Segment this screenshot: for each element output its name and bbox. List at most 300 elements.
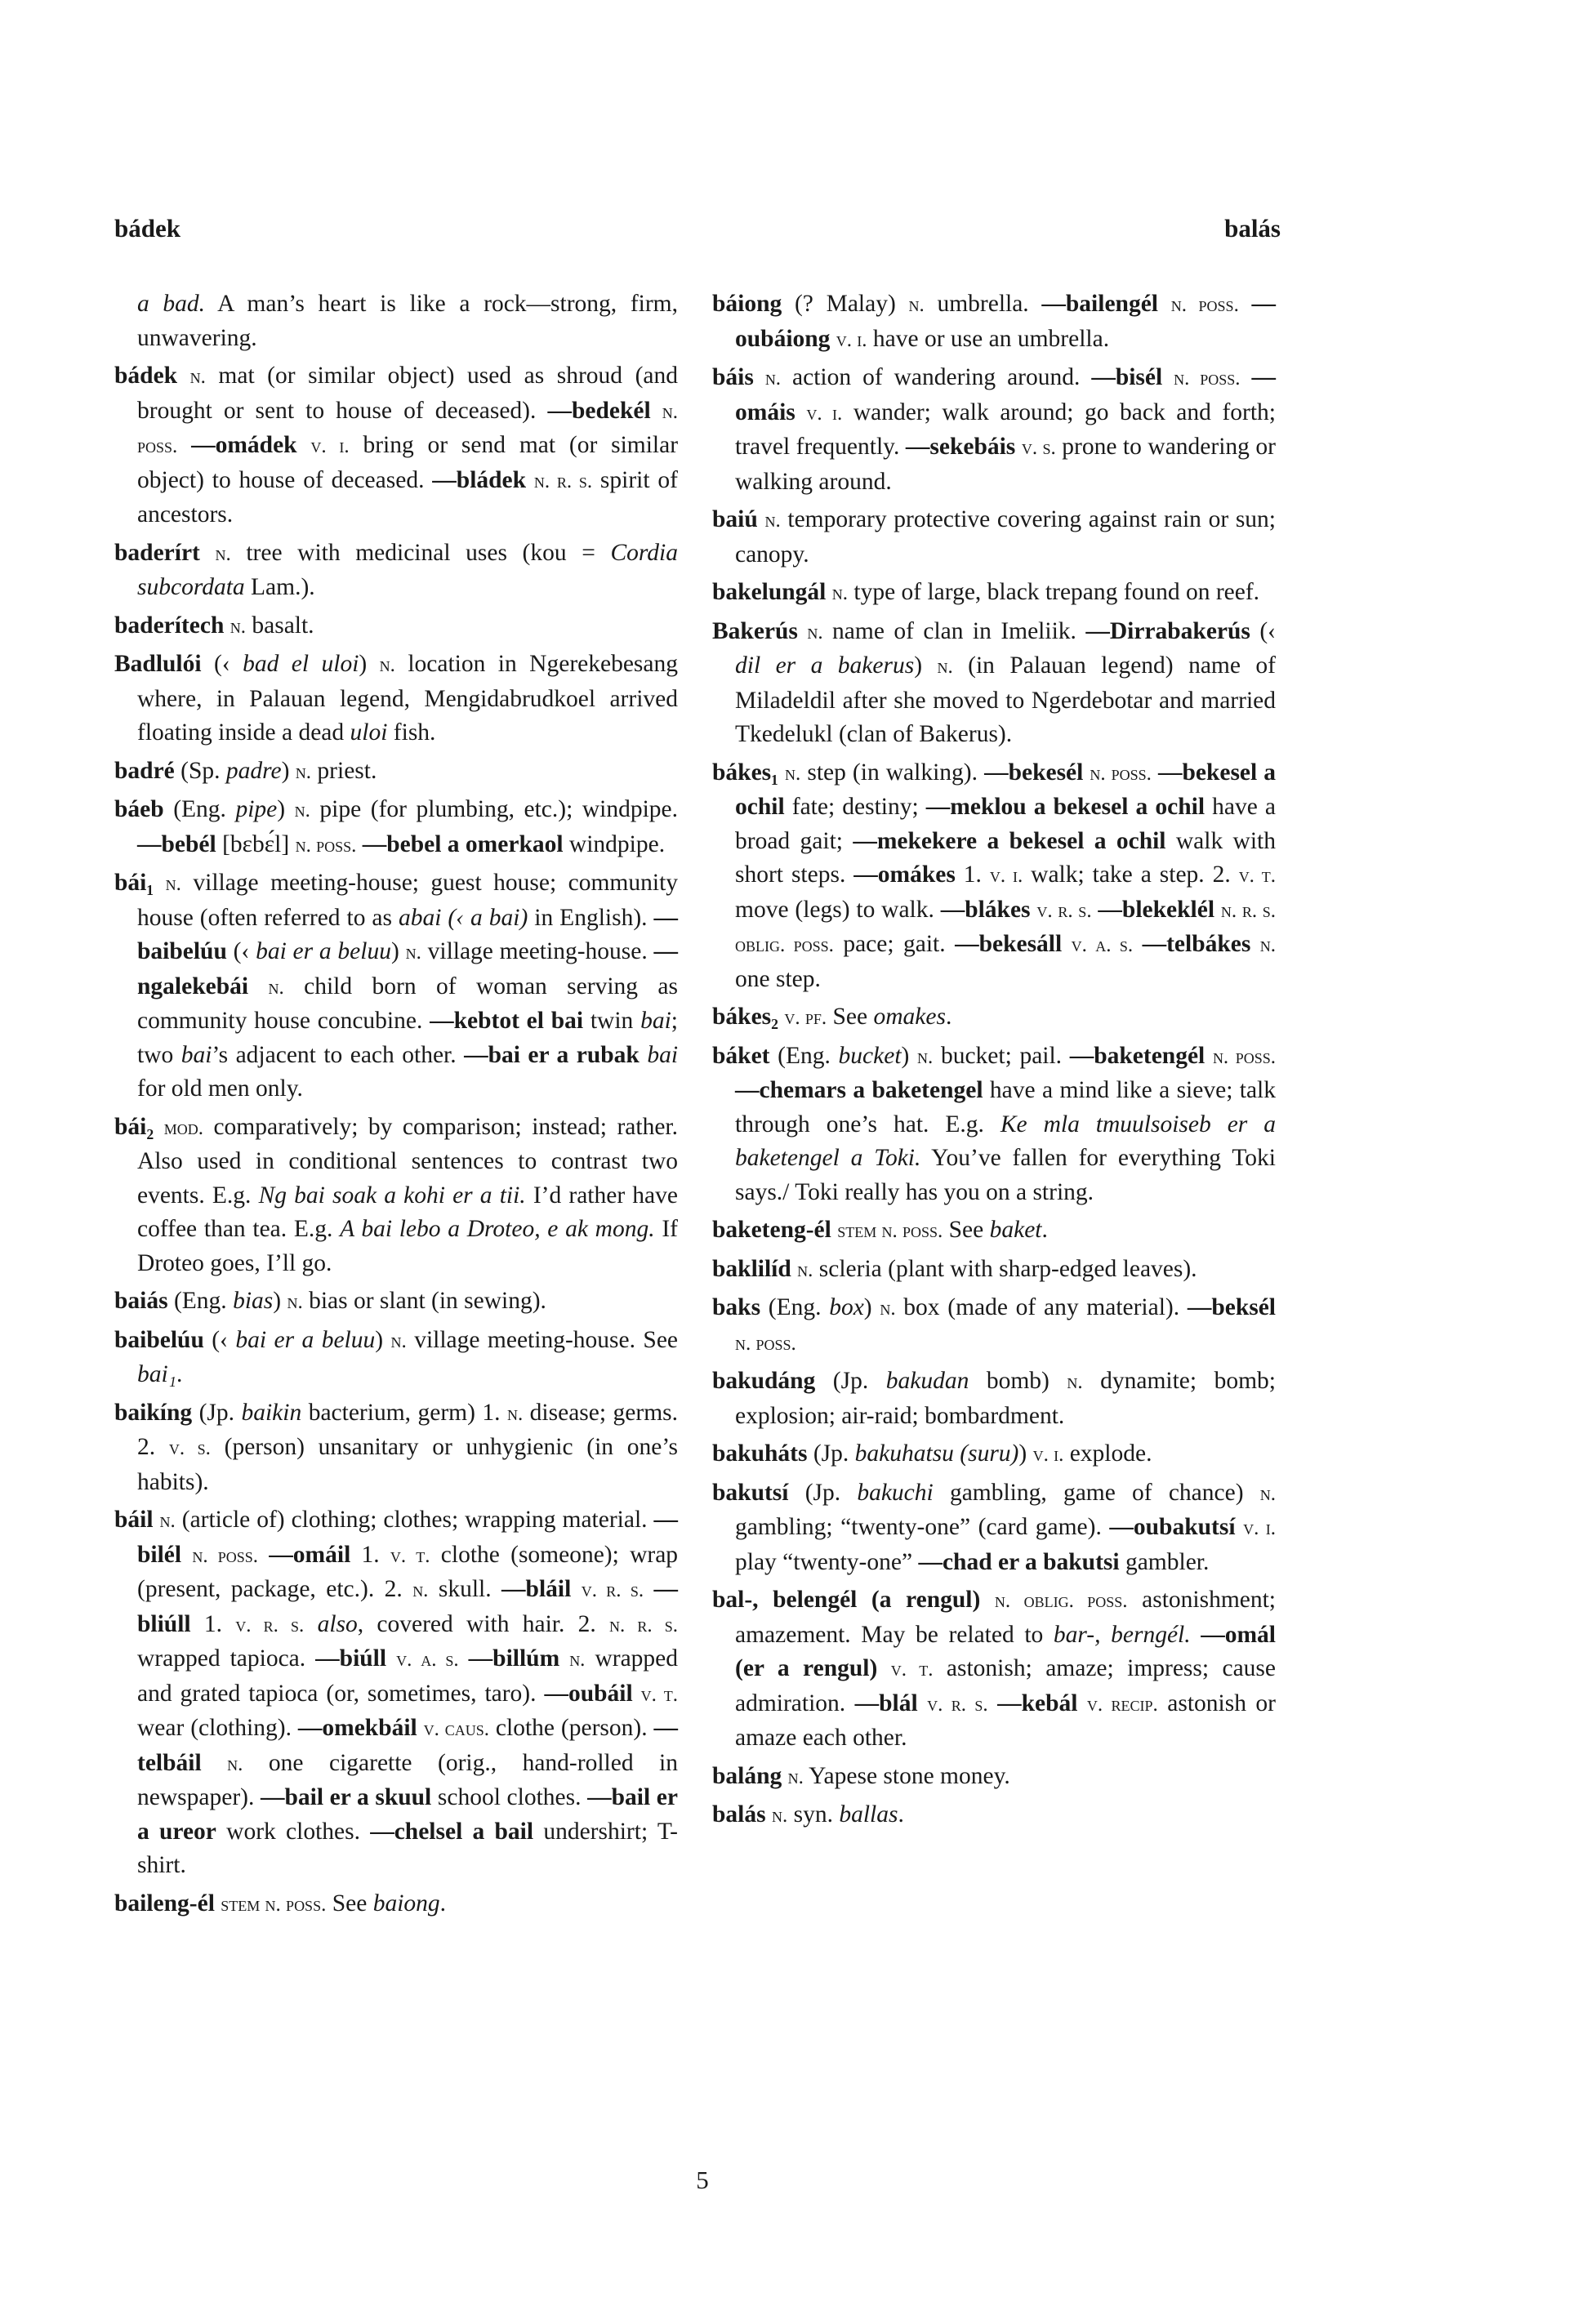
subentry-headword: —bai er a rubak — [464, 1041, 640, 1068]
dictionary-entry — [712, 1798, 1276, 1833]
dictionary-entry — [712, 503, 1276, 572]
definition-text — [559, 1645, 569, 1672]
grammar-label: stem n. poss. — [837, 1220, 943, 1242]
dictionary-entry — [712, 615, 1276, 752]
subentry-headword: —blákes — [940, 896, 1031, 923]
definition-text: umbrella. — [924, 291, 1042, 317]
grammar-label: n. — [1259, 1482, 1276, 1505]
definition-text: If Droteo goes, I’ll go. — [137, 1216, 678, 1276]
subentry-headword: —ngalekebái — [137, 938, 678, 999]
grammar-label: n. — [412, 1579, 429, 1601]
page-number: 5 — [696, 2166, 709, 2194]
definition-text: gambler. — [1119, 1548, 1210, 1575]
subentry-headword: —bail er a ureor — [137, 1784, 678, 1845]
headword: balás — [712, 1801, 766, 1828]
definition-text — [796, 399, 807, 425]
definition-text: (? Malay) — [782, 291, 909, 317]
subentry-headword: —baketengél — [1069, 1042, 1206, 1069]
definition-text — [1205, 1043, 1213, 1069]
grammar-label: v. r. s. — [1036, 899, 1092, 922]
subentry-headword: —bekesáll — [955, 931, 1063, 957]
italic-text: omakes — [873, 1004, 946, 1030]
definition-text: See — [827, 1004, 874, 1030]
headword: bakuháts — [712, 1440, 808, 1467]
grammar-label: v. r. s. — [235, 1614, 305, 1636]
definition-text: (Eng. — [760, 1294, 830, 1320]
definition-text: , covered with hair. 2. — [357, 1610, 609, 1637]
headword: baikíng — [114, 1399, 193, 1426]
definition-text: wear (clothing). — [137, 1715, 298, 1741]
grammar-label: n. poss. — [192, 1544, 259, 1567]
grammar-label: v. a. s. — [1071, 934, 1134, 956]
definition-text: have a broad gait; — [735, 794, 1276, 854]
headword: báket — [712, 1042, 770, 1069]
subentry-headword: —chad er a bakutsi — [918, 1548, 1120, 1575]
definition-text: walk; take a step. 2. — [1023, 861, 1239, 888]
definition-text — [778, 759, 785, 786]
grammar-label: v. a. s. — [396, 1649, 459, 1671]
definition-text: wrapped tapioca. — [137, 1645, 316, 1672]
definition-text: type of large, black trepang found on reef. — [848, 579, 1260, 605]
definition-text: ) — [914, 652, 938, 679]
definition-text: have or use an umbrella. — [867, 325, 1110, 352]
definition-text: (Sp. — [174, 757, 226, 784]
italic-text: bai — [180, 1041, 212, 1068]
definition-text — [459, 1645, 469, 1672]
definition-text — [651, 398, 662, 424]
headword: baketeng-él — [712, 1217, 831, 1243]
definition-text: ) — [281, 757, 296, 784]
definition-text: clothe (someone); wrap (present, package, etc.). 2. — [137, 1541, 679, 1602]
definition-text: fish. — [387, 719, 436, 746]
grammar-label: n. — [215, 542, 231, 565]
definition-text: bias or slant (in sewing). — [302, 1288, 546, 1314]
definition-text: village meeting-house. See — [406, 1326, 678, 1353]
definition-text — [1015, 434, 1022, 460]
dictionary-entry — [114, 1887, 678, 1922]
definition-text: gambling; “twenty-one” (card game). — [735, 1514, 1110, 1540]
grammar-label: n. — [287, 1291, 303, 1313]
definition-text: astonishment; amazement. May be related to — [735, 1587, 1277, 1648]
headword: bái₁ — [114, 870, 154, 896]
italic-text: bias — [233, 1288, 274, 1314]
grammar-label: v. caus. — [423, 1718, 489, 1740]
dictionary-entry — [712, 756, 1276, 997]
definition-text: pipe (for plumbing, etc.); windpipe. — [310, 796, 679, 822]
headword: baláng — [712, 1762, 782, 1789]
definition-text — [766, 1801, 772, 1828]
dictionary-entry — [712, 1476, 1276, 1580]
subentry-headword: —chelsel a bail — [370, 1818, 534, 1845]
grammar-label: v. t. — [1238, 865, 1277, 887]
definition-text: work clothes. — [216, 1818, 371, 1845]
definition-text: prone to wandering or walking around. — [735, 434, 1277, 495]
grammar-label: v. r. s. — [927, 1693, 988, 1716]
dictionary-entry — [712, 1040, 1276, 1210]
definition-text: ) — [863, 1294, 880, 1320]
subentry-headword: —bedekél — [547, 397, 651, 424]
definition-text — [830, 326, 836, 352]
grammar-label: v. i. — [836, 328, 867, 351]
right-guide-word: balás — [1224, 214, 1281, 243]
grammar-label: n. — [390, 1329, 407, 1352]
definition-text: (Eng. — [167, 1288, 234, 1314]
subentry-headword: —meklou a bekesel a ochil — [925, 794, 1206, 820]
dictionary-entry — [114, 536, 678, 605]
grammar-label: v. i. — [310, 435, 350, 457]
definition-text: tree with medicinal uses (kou = — [230, 539, 611, 566]
grammar-label: n. — [787, 1765, 804, 1788]
grammar-label: n. — [230, 615, 246, 638]
subentry-headword: —kebtot el bai — [430, 1008, 584, 1034]
definition-text — [202, 1750, 228, 1776]
subentry-headword: —omál (er a rengul) — [735, 1621, 1277, 1681]
headword: baderítech — [114, 612, 225, 639]
definition-text — [826, 579, 831, 605]
subentry-headword: —telbáil — [137, 1715, 678, 1776]
subentry-headword: —beksél — [1187, 1294, 1277, 1320]
definition-text — [154, 1114, 164, 1140]
grammar-label: n. poss. — [1212, 1045, 1277, 1068]
definition-text — [1241, 364, 1252, 390]
subentry-headword: —omákes — [853, 861, 956, 888]
subentry-headword: —chemars a baketengel — [735, 1077, 983, 1103]
definition-text — [258, 1542, 269, 1568]
italic-text: baket — [989, 1217, 1042, 1243]
headword: báil — [114, 1507, 154, 1533]
left-column — [114, 287, 678, 1926]
italic-text: box — [829, 1294, 864, 1320]
subentry-headword: —oubáil — [544, 1680, 633, 1707]
headword: báeb — [114, 796, 164, 822]
definition-text — [417, 1715, 424, 1741]
italic-text: bai er a beluu — [235, 1326, 376, 1353]
grammar-label: v. s. — [168, 1437, 211, 1459]
subentry-headword: —blekeklél — [1098, 896, 1215, 923]
grammar-label: v. t. — [390, 1544, 430, 1567]
definition-text: wander; walk around; go back and forth; travel frequently. — [735, 398, 1277, 460]
definition-text — [1133, 931, 1142, 957]
subentry-headword: —bebel a omerkaol — [362, 830, 564, 857]
headword: baderírt — [114, 539, 200, 566]
dictionary-entry — [114, 1396, 678, 1500]
grammar-label: v. s. — [1021, 437, 1056, 459]
grammar-label: v. i. — [806, 402, 843, 425]
definition-text: priest. — [311, 757, 377, 784]
definition-text: (article of) clothing; clothes; wrapping material. — [175, 1507, 654, 1533]
dictionary-entry — [712, 1253, 1276, 1288]
italic-text: baikin — [241, 1399, 302, 1426]
definition-text: basalt. — [246, 612, 314, 639]
italic-text: a bad. — [137, 291, 206, 317]
italic-text: also — [317, 1610, 358, 1637]
subentry-headword: —sekebáis — [905, 434, 1016, 460]
definition-text: village meeting-house; guest house; community house (often referred to as — [137, 870, 679, 931]
headword: báiong — [712, 291, 782, 317]
grammar-label: n. r. s. oblig. poss. — [735, 899, 1277, 956]
italic-text: bad el uloi — [243, 651, 359, 677]
grammar-label: n. — [268, 976, 284, 999]
grammar-label: n. oblig. poss. — [994, 1590, 1128, 1612]
subentry-headword: —blál — [854, 1690, 918, 1716]
definition-text: A man’s heart is like a rock—strong, firm, unwavering. — [137, 291, 679, 351]
dictionary-entry — [114, 1111, 678, 1281]
definition-text: You’ve fallen for everything Toki says./ Toki really has you on a string. — [735, 1145, 1276, 1205]
definition-text: (‹ — [203, 1326, 236, 1353]
italic-text: bai — [647, 1041, 679, 1068]
grammar-label: n. — [771, 1805, 788, 1827]
definition-text — [200, 540, 216, 566]
definition-text: 1. — [350, 1541, 390, 1568]
definition-text — [1077, 1690, 1086, 1716]
subentry-headword: —bekesel a ochil — [735, 759, 1277, 820]
definition-text: village meeting-house. — [421, 938, 654, 964]
definition-text: spirit of ancestors. — [137, 466, 678, 528]
subentry-headword: —bebél — [137, 830, 216, 857]
dictionary-entry — [712, 1437, 1276, 1472]
definition-text — [918, 1690, 927, 1716]
definition-text — [980, 1587, 995, 1613]
subentry-headword: —bekesél — [984, 759, 1084, 786]
italic-text: bai — [640, 1008, 671, 1034]
italic-text: uloi — [350, 719, 388, 746]
dictionary-entry — [114, 287, 678, 355]
definition-text: one step. — [735, 965, 821, 992]
definition-text: ) — [1018, 1440, 1033, 1467]
definition-text — [644, 1576, 653, 1602]
definition-text: (‹ — [226, 938, 256, 964]
grammar-label: v. r. s. — [581, 1579, 644, 1601]
grammar-label: n. — [1067, 1371, 1083, 1393]
italic-text: bakudan — [885, 1368, 969, 1394]
definition-text: have a mind like a sieve; talk through one’s hat. E.g. — [735, 1077, 1277, 1138]
definition-text: syn. — [787, 1801, 840, 1828]
definition-text: bacterium, germ) 1. — [301, 1399, 507, 1426]
grammar-label: v. t. — [640, 1683, 679, 1706]
grammar-label: n. — [917, 1045, 934, 1068]
subentry-headword: —bliúll — [137, 1576, 679, 1637]
subentry-headword: —Dirrabakerús — [1085, 617, 1250, 644]
italic-text: ballas — [839, 1801, 898, 1828]
definition-text: . — [439, 1890, 447, 1917]
italic-text: pipe — [235, 796, 278, 822]
definition-text: See — [943, 1217, 990, 1243]
grammar-label: n. — [764, 367, 782, 390]
subentry-headword: —bláil — [501, 1576, 572, 1602]
grammar-label: n. — [880, 1298, 896, 1320]
definition-text: . — [1041, 1217, 1048, 1243]
definition-text: astonish; amaze; impress; cause admiration. — [735, 1655, 1277, 1716]
left-guide-word: bádek — [114, 214, 180, 243]
definition-text — [1158, 291, 1171, 317]
italic-text: padre — [225, 757, 282, 784]
grammar-label: mod. — [163, 1116, 203, 1139]
headword: baiás — [114, 1288, 168, 1314]
grammar-label: n. poss. — [1090, 762, 1152, 785]
grammar-label: n. poss. — [295, 834, 357, 857]
grammar-label: n. — [569, 1649, 586, 1671]
grammar-label: n. — [189, 366, 206, 388]
grammar-label: n. poss. — [735, 1332, 796, 1355]
definition-text: ) — [277, 796, 295, 822]
dictionary-entry — [712, 361, 1276, 499]
definition-text: location in Ngerekebesang where, in Palauan legend, Mengidabrudkoel arrived floating inside a dead — [137, 651, 678, 746]
definition-text — [356, 831, 362, 857]
definition-text: ) — [359, 651, 380, 677]
definition-text: school clothes. — [431, 1784, 588, 1810]
definition-text: action of wandering around. — [781, 364, 1092, 390]
definition-text: [bɛbɛ́l] — [216, 830, 296, 857]
definition-text — [782, 1763, 787, 1789]
definition-text — [877, 1655, 890, 1681]
subentry-headword: —biúll — [315, 1645, 387, 1672]
subentry-headword: —baibelúu — [137, 904, 678, 964]
definition-text: 1. — [190, 1610, 236, 1637]
definition-text — [154, 1507, 160, 1533]
definition-text: ) — [375, 1326, 391, 1353]
headword: Bakerús — [712, 617, 798, 644]
definition-text: astonish or amaze each other. — [735, 1690, 1276, 1751]
definition-text: temporary protective covering against rain or sun; canopy. — [735, 506, 1276, 568]
italic-text: bar-, berngél. — [1053, 1621, 1191, 1648]
definition-text: (Jp. — [807, 1440, 855, 1467]
definition-text: (‹ — [201, 651, 243, 677]
dictionary-entry — [114, 866, 678, 1106]
headword: baileng-él — [114, 1890, 215, 1917]
italic-text: Cordia subcordata — [137, 539, 678, 600]
grammar-label: v. recip. — [1086, 1693, 1158, 1716]
definition-text — [177, 432, 191, 458]
definition-text — [1191, 1622, 1201, 1648]
dictionary-entry — [114, 359, 678, 532]
subentry-headword: —omáis — [735, 364, 1277, 425]
subentry-headword: —bisél — [1091, 364, 1163, 390]
definition-text — [526, 467, 534, 493]
dictionary-entry — [114, 755, 678, 790]
definition-text — [386, 1645, 396, 1672]
definition-text: bucket; pail. — [933, 1042, 1070, 1069]
dictionary-entry — [712, 287, 1276, 357]
definition-text — [181, 1542, 192, 1568]
definition-text: explode. — [1063, 1440, 1152, 1467]
definition-text: box (made of any material). — [895, 1294, 1188, 1320]
definition-text: ) — [901, 1042, 918, 1069]
subentry-headword: —telbákes — [1142, 931, 1251, 957]
definition-text: skull. — [428, 1576, 502, 1602]
grammar-label: n. — [831, 582, 848, 604]
italic-text: bucket — [838, 1042, 902, 1069]
headword: bákes₁ — [712, 759, 778, 786]
definition-text — [640, 1042, 647, 1068]
definition-text — [1236, 1514, 1244, 1540]
dictionary-entry — [712, 1583, 1276, 1756]
headword: bákes₂ — [712, 1004, 778, 1030]
italic-text: bakuchi — [857, 1479, 934, 1506]
subentry-headword: —oubakutsí — [1109, 1514, 1236, 1540]
grammar-label: n. — [1259, 934, 1277, 956]
italic-text: abai (‹ a bai) — [398, 904, 528, 931]
headword: bái₂ — [114, 1113, 154, 1140]
subentry-headword: —omáil — [269, 1541, 351, 1568]
headword: bádek — [114, 363, 178, 389]
definition-text — [1250, 931, 1259, 957]
italic-text: bai₁ — [137, 1361, 176, 1387]
grammar-label: n. poss. — [137, 400, 679, 457]
grammar-label: n. — [294, 799, 310, 821]
dictionary-entry — [712, 1000, 1276, 1035]
italic-text: Ng bai soak a kohi er a tii. — [258, 1182, 526, 1209]
grammar-label: n. — [165, 873, 181, 895]
definition-text: step (in walking). — [800, 759, 985, 786]
grammar-label: n. — [227, 1752, 243, 1775]
definition-text: mat (or similar object) used as shroud (and brought or sent to house of deceased). — [137, 363, 679, 424]
italic-text: dil er a bakerus — [735, 652, 915, 679]
subentry-headword: —bailengél — [1041, 291, 1158, 317]
headword: baklilíd — [712, 1255, 791, 1282]
definition-text — [1214, 897, 1221, 923]
italic-text: A bai lebo a Droteo, e ak mong. — [340, 1216, 655, 1242]
headword: báis — [712, 364, 754, 390]
dictionary-entry — [712, 576, 1276, 611]
definition-text: wrapped and grated tapioca (or, sometimes, taro). — [137, 1645, 679, 1707]
definition-text: disease; germs. 2. — [137, 1399, 678, 1460]
definition-text — [988, 1690, 997, 1716]
grammar-label: n. — [405, 942, 421, 964]
grammar-label: n. — [807, 621, 823, 643]
definition-text: Lam.). — [244, 574, 315, 600]
dictionary-entry — [114, 609, 678, 644]
definition-text: play “twenty-one” — [735, 1548, 919, 1575]
grammar-label: v. i. — [989, 865, 1023, 887]
definition-text: (‹ — [1250, 617, 1276, 644]
definition-text: windpipe. — [563, 830, 666, 857]
grammar-label: n. r. s. — [533, 470, 593, 492]
right-column — [712, 287, 1276, 1837]
definition-text — [154, 870, 165, 896]
definition-text: (Jp. — [788, 1479, 858, 1506]
definition-text — [297, 432, 311, 458]
definition-text — [1062, 931, 1071, 957]
definition-text: (person) unsanitary or unhygienic (in one’s habits). — [137, 1434, 678, 1495]
subentry-headword: —bilél — [137, 1507, 678, 1568]
subentry-headword: —omekbáil — [297, 1715, 417, 1741]
definition-text: move (legs) to walk. — [735, 896, 941, 923]
headword: bakelungál — [712, 579, 827, 605]
subentry-headword: —bládek — [432, 466, 527, 493]
definition-text: for old men only. — [137, 1075, 303, 1102]
headword: baiú — [712, 506, 758, 532]
definition-text — [177, 363, 190, 389]
definition-text: (in Palauan legend) name of Miladeldil after she moved to Ngerdebotar and married Tkedelukl (clan of Bakerus). — [735, 652, 1276, 747]
grammar-label: n. poss. — [1174, 367, 1241, 390]
definition-text: ’s adjacent to each other. — [212, 1041, 465, 1068]
dictionary-entry — [114, 648, 678, 750]
headword: bakudáng — [712, 1368, 816, 1394]
definition-text: one cigarette (orig., hand-rolled in newspaper). — [137, 1749, 679, 1810]
subentry-headword: —omádek — [191, 432, 297, 458]
dictionary-entry — [114, 793, 678, 862]
grammar-label: v. t. — [890, 1658, 934, 1681]
definition-text — [633, 1681, 641, 1707]
definition-text: See — [326, 1890, 373, 1917]
definition-text — [798, 618, 807, 644]
headword: badré — [114, 757, 175, 784]
definition-text: comparatively; by comparison; instead; rather. Also used in conditional sentences to contrast two events. E.g. — [137, 1113, 678, 1209]
dictionary-entry — [712, 1365, 1276, 1433]
grammar-label: v. pf. — [784, 1007, 827, 1029]
grammar-label: n. — [785, 762, 801, 785]
headword: bal-, belengél (a rengul) — [712, 1587, 981, 1613]
